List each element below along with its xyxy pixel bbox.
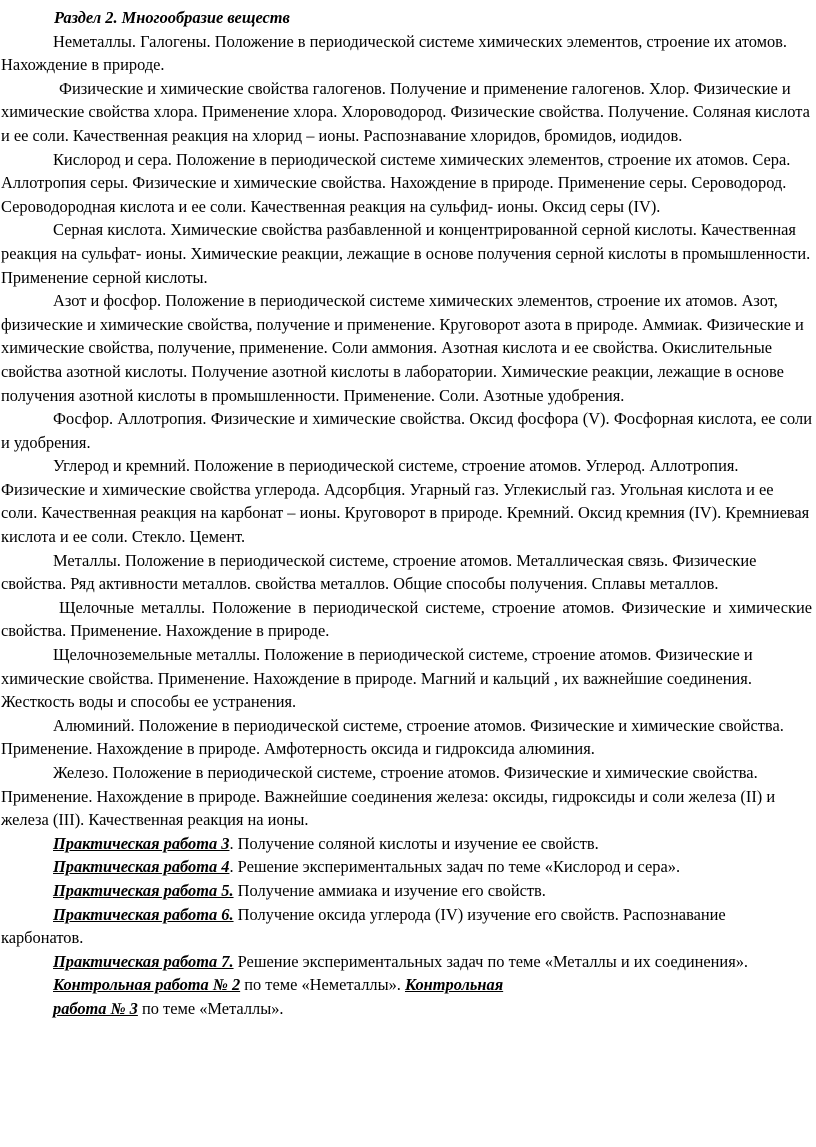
- practical-work-5-label: Практическая работа 5.: [53, 880, 234, 900]
- practical-work-4: [1, 855, 812, 879]
- control-work-3-text: по теме «Металлы».: [137, 998, 284, 1018]
- practical-work-4-label: Практическая работа 4: [53, 857, 230, 877]
- practical-work-6: [1, 903, 812, 950]
- paragraph-metals: Металлы. Положение в периодической системе, строение атомов. Металлическая связь. Физические свойства. Ряд активности металлов. свойства металлов. Общие способы получения. Сплавы металлов.: [1, 550, 757, 594]
- paragraph-alkaline-earth: Щелочноземельные металлы. Положение в периодической системе, строение атомов. Физические и химические свойства. Применение. Нахождение в природе. Магний и кальций , их важнейшие соединения. Жесткость воды и способы ее устранения.: [1, 645, 753, 712]
- practical-work-3-label: Практическая работа 3: [53, 833, 230, 853]
- control-work-3-label-start: Контрольная: [404, 975, 504, 995]
- practical-work-6-text: Получение оксида углерода (IV) изучение его свойств. Распознавание карбонатов.: [1, 904, 726, 948]
- control-work-3-label-end: работа № 3: [53, 998, 138, 1018]
- paragraph-halogens: Физические и химические свойства галогенов. Получение и применение галогенов. Хлор. Физические и химические свойства хлора. Применение хлора. Хлороводород. Физические свойства. Получение. Соляная кислота и ее соли. Качественная реакция на хлорид – ионы. Распознавание хлоридов, бромидов, иодидов.: [1, 78, 810, 145]
- practical-work-3: [1, 832, 812, 856]
- section-title: Раздел 2. Многообразие веществ: [54, 8, 290, 27]
- paragraph-aluminium: Алюминий. Положение в периодической системе, строение атомов. Физические и химические свойства. Применение. Нахождение в природе. Амфотерность оксида и гидроксида алюминия.: [1, 715, 784, 759]
- control-work-2-text: по теме «Неметаллы».: [240, 975, 405, 995]
- control-work-2: [1, 973, 812, 997]
- practical-work-6-label: Практическая работа 6.: [53, 904, 234, 924]
- practical-work-7: [1, 950, 812, 974]
- paragraph-iron: Железо. Положение в периодической системе, строение атомов. Физические и химические свойства. Применение. Нахождение в природе. Важнейшие соединения железа: оксиды, гидроксиды и соли железа (II) и железа (III). Качественная реакция на ионы.: [1, 763, 776, 830]
- practical-work-5-text: Получение аммиака и изучение его свойств.: [233, 880, 546, 900]
- paragraph-nitrogen: Азот и фосфор. Положение в периодической системе химических элементов, строение их атомов. Азот, физические и химические свойства, получение и применение. Круговорот азота в природе. Аммиак. Физические и химические свойства, получение, применение. Соли аммония. Азотная кислота и ее свойства. Окислительные свойства азотной кислоты. Получение азотной кислоты в лаборатории. Химические реакции, лежащие в основе получения азотной кислоты в промышленности. Применение. Соли. Азотные удобрения.: [1, 291, 804, 405]
- paragraph-nonmetals: Неметаллы. Галогены. Положение в периодической системе химических элементов, строение их атомов. Нахождение в природе.: [1, 31, 787, 75]
- control-work-3: [1, 997, 812, 1021]
- practical-work-4-text: . Решение экспериментальных задач по теме «Кислород и сера».: [229, 857, 681, 877]
- practical-work-7-text: Решение экспериментальных задач по теме «Металлы и их соединения».: [233, 951, 749, 971]
- practical-work-3-text: . Получение соляной кислоты и изучение ее свойств.: [229, 833, 599, 853]
- paragraph-oxygen-sulfur: Кислород и сера. Положение в периодической системе химических элементов, строение их атомов. Сера. Аллотропия серы. Физические и химические свойства. Нахождение в природе. Применение серы. Сероводород. Сероводородная кислота и ее соли. Качественная реакция на сульфид- ионы. Оксид серы (IV).: [1, 149, 791, 216]
- paragraph-sulfuric-acid: Серная кислота. Химические свойства разбавленной и концентрированной серной кислоты. Качественная реакция на сульфат- ионы. Химические реакции, лежащие в основе получения серной кислоты в промышленности. Применение серной кислоты.: [1, 220, 811, 287]
- paragraph-phosphorus: Фосфор. Аллотропия. Физические и химические свойства. Оксид фосфора (V). Фосфорная кислота, ее соли и удобрения.: [1, 409, 812, 452]
- practical-work-7-label: Практическая работа 7.: [53, 951, 234, 971]
- practical-work-5: [1, 879, 812, 903]
- paragraph-alkali-metals: Щелочные металлы. Положение в периодической системе, строение атомов. Физические и химические свойства. Применение. Нахождение в природе.: [1, 597, 812, 641]
- paragraph-carbon-silicon: Углерод и кремний. Положение в периодической системе, строение атомов. Углерод. Аллотропия. Физические и химические свойства углерода. Адсорбция. Угарный газ. Углекислый газ. Угольная кислота и ее соли. Качественная реакция на карбонат – ионы. Круговорот в природе. Кремний. Оксид кремния (IV). Кремниевая кислота и ее соли. Стекло. Цемент.: [1, 456, 810, 547]
- control-work-2-label: Контрольная работа № 2: [53, 975, 241, 995]
